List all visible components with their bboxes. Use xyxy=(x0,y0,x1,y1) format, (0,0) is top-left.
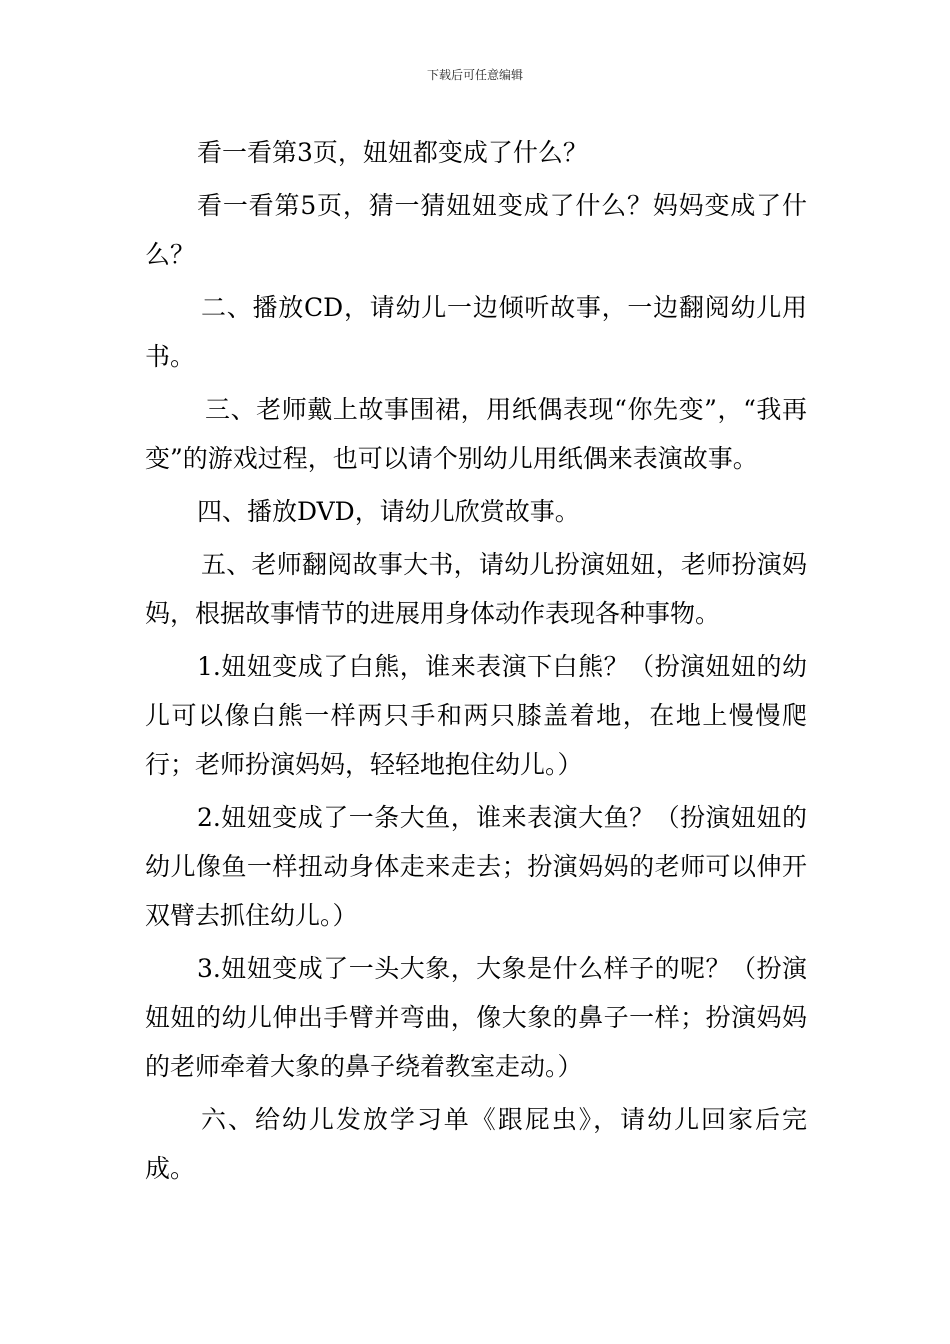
paragraph-10: 六、给幼儿发放学习单《跟屁虫》，请幼儿回家后完成。 xyxy=(145,1105,807,1183)
paragraph-4: 三、老师戴上故事围裙，用纸偶表现“你先变”，“我再变”的游戏过程，也可以请个别幼儿用纸偶来表演故事。 xyxy=(145,395,807,473)
paragraph-3: 二、播放CD，请幼儿一边倾听故事，一边翻阅幼儿用书。 xyxy=(145,293,807,371)
paragraph-1: 看一看第3页，妞妞都变成了什么？ xyxy=(197,138,588,167)
paragraph-2: 看一看第5页，猜一猜妞妞变成了什么？妈妈变成了什么？ xyxy=(145,191,807,269)
paragraph-9: 3.妞妞变成了一头大象，大象是什么样子的呢？（扮演妞妞的幼儿伸出手臂并弯曲，像大象的鼻子一样；扮演妈妈的老师牵着大象的鼻子绕着教室走动。） xyxy=(145,954,807,1081)
document-body xyxy=(145,128,807,1197)
paragraph-7: 1.妞妞变成了白熊，谁来表演下白熊？（扮演妞妞的幼儿可以像白熊一样两只手和两只膝盖着地，在地上慢慢爬行；老师扮演妈妈，轻轻地抱住幼儿。） xyxy=(145,652,807,779)
paragraph-6: 五、老师翻阅故事大书，请幼儿扮演妞妞，老师扮演妈妈，根据故事情节的进展用身体动作表现各种事物。 xyxy=(145,550,807,628)
page-header: 下载后可任意编辑 xyxy=(426,68,523,82)
paragraph-8: 2.妞妞变成了一条大鱼，谁来表演大鱼？（扮演妞妞的幼儿像鱼一样扭动身体走来走去；扮演妈妈的老师可以伸开双臂去抓住幼儿。） xyxy=(145,803,807,930)
paragraph-5: 四、播放DVD，请幼儿欣赏故事。 xyxy=(197,497,580,526)
